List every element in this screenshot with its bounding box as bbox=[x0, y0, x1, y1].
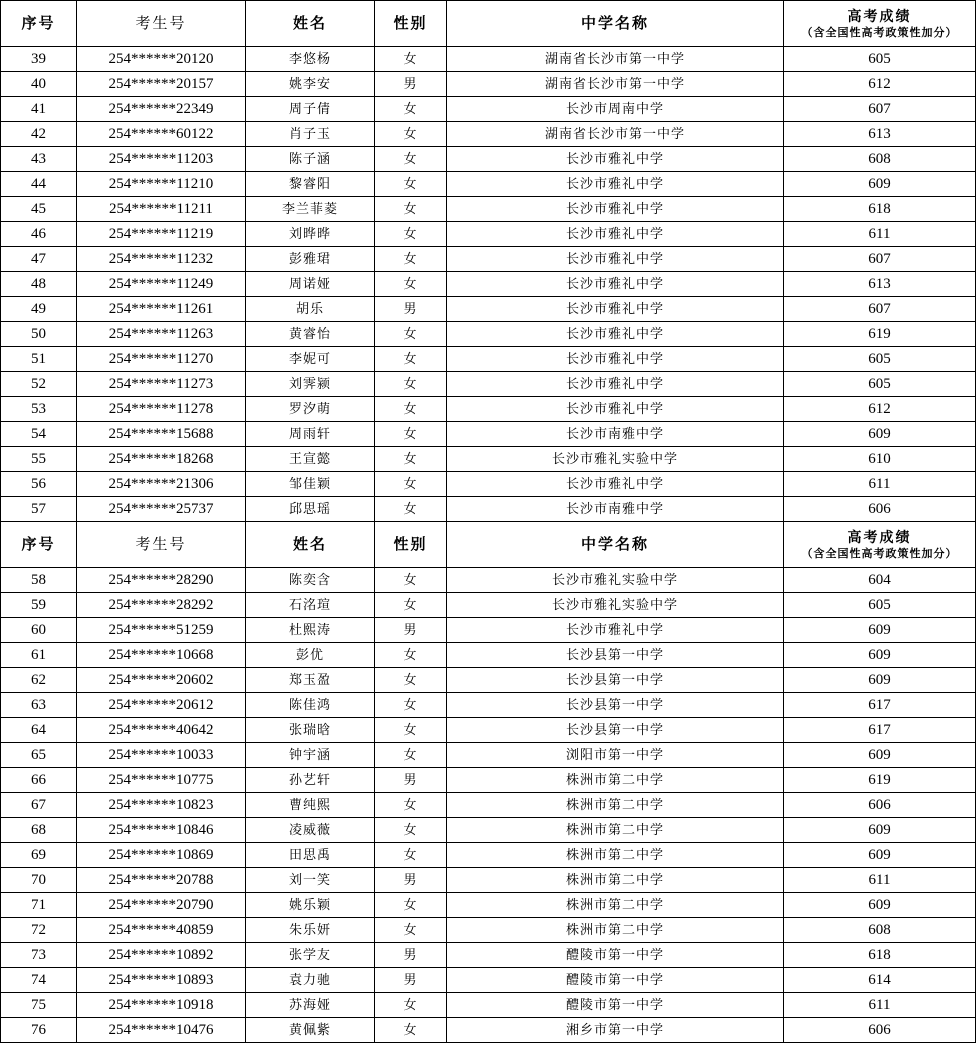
cell-score: 611 bbox=[784, 868, 976, 893]
cell-school: 湖南省长沙市第一中学 bbox=[447, 72, 784, 97]
cell-school: 长沙市雅礼中学 bbox=[447, 397, 784, 422]
cell-name: 邹佳颖 bbox=[246, 472, 375, 497]
table-row bbox=[1, 297, 976, 322]
cell-name: 凌威薇 bbox=[246, 818, 375, 843]
cell-name: 胡乐 bbox=[246, 297, 375, 322]
cell-seq: 68 bbox=[1, 818, 77, 843]
cell-gender: 女 bbox=[375, 472, 447, 497]
header-exam-id: 考生号 bbox=[77, 1, 246, 47]
cell-name: 姚乐颖 bbox=[246, 893, 375, 918]
table-row bbox=[1, 793, 976, 818]
cell-exam-id: 254******40642 bbox=[77, 718, 246, 743]
cell-exam-id: 254******21306 bbox=[77, 472, 246, 497]
header-score: 高考成绩 （含全国性高考政策性加分） bbox=[784, 522, 976, 568]
cell-gender: 女 bbox=[375, 893, 447, 918]
cell-name: 曹纯熙 bbox=[246, 793, 375, 818]
table-row bbox=[1, 843, 976, 868]
cell-seq: 73 bbox=[1, 943, 77, 968]
cell-school: 株洲市第二中学 bbox=[447, 868, 784, 893]
cell-school: 长沙市雅礼中学 bbox=[447, 222, 784, 247]
cell-exam-id: 254******20788 bbox=[77, 868, 246, 893]
cell-score: 619 bbox=[784, 768, 976, 793]
header-seq: 序号 bbox=[1, 522, 77, 568]
header-school: 中学名称 bbox=[447, 522, 784, 568]
cell-score: 609 bbox=[784, 422, 976, 447]
cell-gender: 女 bbox=[375, 397, 447, 422]
cell-gender: 女 bbox=[375, 122, 447, 147]
table-body bbox=[1, 1, 976, 1043]
cell-gender: 男 bbox=[375, 943, 447, 968]
cell-name: 张学友 bbox=[246, 943, 375, 968]
cell-score: 609 bbox=[784, 668, 976, 693]
cell-name: 陈子涵 bbox=[246, 147, 375, 172]
cell-school: 长沙市雅礼中学 bbox=[447, 272, 784, 297]
cell-score: 613 bbox=[784, 122, 976, 147]
cell-school: 长沙市雅礼中学 bbox=[447, 297, 784, 322]
cell-school: 长沙县第一中学 bbox=[447, 718, 784, 743]
cell-score: 619 bbox=[784, 322, 976, 347]
cell-gender: 女 bbox=[375, 843, 447, 868]
cell-name: 黄睿怡 bbox=[246, 322, 375, 347]
cell-school: 株洲市第二中学 bbox=[447, 818, 784, 843]
cell-gender: 女 bbox=[375, 247, 447, 272]
cell-score: 606 bbox=[784, 793, 976, 818]
cell-gender: 女 bbox=[375, 718, 447, 743]
table-row bbox=[1, 347, 976, 372]
cell-gender: 女 bbox=[375, 1018, 447, 1043]
cell-name: 刘晔晔 bbox=[246, 222, 375, 247]
cell-score: 609 bbox=[784, 643, 976, 668]
header-gender: 性别 bbox=[375, 1, 447, 47]
cell-seq: 51 bbox=[1, 347, 77, 372]
table-row bbox=[1, 472, 976, 497]
cell-name: 李悠杨 bbox=[246, 47, 375, 72]
cell-exam-id: 254******20612 bbox=[77, 693, 246, 718]
cell-seq: 71 bbox=[1, 893, 77, 918]
table-row bbox=[1, 868, 976, 893]
cell-exam-id: 254******11210 bbox=[77, 172, 246, 197]
cell-seq: 44 bbox=[1, 172, 77, 197]
header-row bbox=[1, 522, 976, 568]
cell-score: 606 bbox=[784, 1018, 976, 1043]
header-name: 姓名 bbox=[246, 1, 375, 47]
cell-exam-id: 254******40859 bbox=[77, 918, 246, 943]
cell-school: 浏阳市第一中学 bbox=[447, 743, 784, 768]
cell-school: 长沙市雅礼中学 bbox=[447, 472, 784, 497]
cell-name: 田思禹 bbox=[246, 843, 375, 868]
cell-exam-id: 254******11249 bbox=[77, 272, 246, 297]
cell-exam-id: 254******10775 bbox=[77, 768, 246, 793]
cell-score: 607 bbox=[784, 297, 976, 322]
cell-gender: 女 bbox=[375, 147, 447, 172]
cell-gender: 男 bbox=[375, 618, 447, 643]
cell-gender: 女 bbox=[375, 793, 447, 818]
header-exam-id: 考生号 bbox=[77, 522, 246, 568]
cell-name: 罗汐萌 bbox=[246, 397, 375, 422]
cell-school: 株洲市第二中学 bbox=[447, 843, 784, 868]
cell-seq: 70 bbox=[1, 868, 77, 893]
cell-exam-id: 254******10823 bbox=[77, 793, 246, 818]
table-row bbox=[1, 172, 976, 197]
cell-seq: 52 bbox=[1, 372, 77, 397]
header-row bbox=[1, 1, 976, 47]
cell-score: 608 bbox=[784, 147, 976, 172]
cell-school: 长沙市雅礼实验中学 bbox=[447, 447, 784, 472]
cell-gender: 女 bbox=[375, 447, 447, 472]
cell-exam-id: 254******18268 bbox=[77, 447, 246, 472]
table-row bbox=[1, 818, 976, 843]
cell-seq: 69 bbox=[1, 843, 77, 868]
cell-score: 606 bbox=[784, 497, 976, 522]
cell-school: 醴陵市第一中学 bbox=[447, 993, 784, 1018]
cell-seq: 55 bbox=[1, 447, 77, 472]
cell-school: 长沙市雅礼实验中学 bbox=[447, 568, 784, 593]
cell-exam-id: 254******10668 bbox=[77, 643, 246, 668]
cell-gender: 女 bbox=[375, 693, 447, 718]
cell-score: 604 bbox=[784, 568, 976, 593]
cell-seq: 39 bbox=[1, 47, 77, 72]
cell-exam-id: 254******10476 bbox=[77, 1018, 246, 1043]
cell-gender: 女 bbox=[375, 668, 447, 693]
table-row bbox=[1, 568, 976, 593]
cell-exam-id: 254******15688 bbox=[77, 422, 246, 447]
table-row bbox=[1, 918, 976, 943]
cell-exam-id: 254******11270 bbox=[77, 347, 246, 372]
cell-school: 株洲市第二中学 bbox=[447, 768, 784, 793]
cell-gender: 男 bbox=[375, 768, 447, 793]
cell-school: 长沙市雅礼中学 bbox=[447, 322, 784, 347]
cell-school: 长沙市南雅中学 bbox=[447, 422, 784, 447]
cell-seq: 59 bbox=[1, 593, 77, 618]
cell-seq: 67 bbox=[1, 793, 77, 818]
cell-exam-id: 254******22349 bbox=[77, 97, 246, 122]
cell-school: 株洲市第二中学 bbox=[447, 893, 784, 918]
cell-school: 长沙市雅礼中学 bbox=[447, 172, 784, 197]
cell-exam-id: 254******10892 bbox=[77, 943, 246, 968]
cell-exam-id: 254******20120 bbox=[77, 47, 246, 72]
cell-school: 长沙市雅礼中学 bbox=[447, 618, 784, 643]
cell-score: 609 bbox=[784, 818, 976, 843]
cell-exam-id: 254******10893 bbox=[77, 968, 246, 993]
cell-name: 姚李安 bbox=[246, 72, 375, 97]
cell-gender: 男 bbox=[375, 968, 447, 993]
cell-name: 杜熙涛 bbox=[246, 618, 375, 643]
cell-gender: 女 bbox=[375, 497, 447, 522]
cell-exam-id: 254******20602 bbox=[77, 668, 246, 693]
cell-gender: 女 bbox=[375, 172, 447, 197]
cell-score: 614 bbox=[784, 968, 976, 993]
cell-name: 彭雅珺 bbox=[246, 247, 375, 272]
cell-exam-id: 254******11273 bbox=[77, 372, 246, 397]
table-row bbox=[1, 372, 976, 397]
header-gender: 性别 bbox=[375, 522, 447, 568]
cell-school: 长沙市雅礼中学 bbox=[447, 247, 784, 272]
table-row bbox=[1, 743, 976, 768]
table-row bbox=[1, 72, 976, 97]
cell-score: 610 bbox=[784, 447, 976, 472]
cell-exam-id: 254******10918 bbox=[77, 993, 246, 1018]
cell-score: 609 bbox=[784, 843, 976, 868]
cell-name: 刘一笑 bbox=[246, 868, 375, 893]
cell-school: 长沙市雅礼中学 bbox=[447, 372, 784, 397]
cell-score: 607 bbox=[784, 97, 976, 122]
cell-gender: 女 bbox=[375, 918, 447, 943]
cell-seq: 75 bbox=[1, 993, 77, 1018]
cell-gender: 女 bbox=[375, 347, 447, 372]
cell-exam-id: 254******11261 bbox=[77, 297, 246, 322]
cell-seq: 54 bbox=[1, 422, 77, 447]
cell-exam-id: 254******11219 bbox=[77, 222, 246, 247]
table-row bbox=[1, 943, 976, 968]
cell-seq: 56 bbox=[1, 472, 77, 497]
cell-school: 长沙市雅礼中学 bbox=[447, 347, 784, 372]
cell-exam-id: 254******28290 bbox=[77, 568, 246, 593]
cell-school: 长沙县第一中学 bbox=[447, 668, 784, 693]
cell-score: 608 bbox=[784, 918, 976, 943]
cell-name: 陈佳鸿 bbox=[246, 693, 375, 718]
cell-seq: 42 bbox=[1, 122, 77, 147]
cell-score: 605 bbox=[784, 347, 976, 372]
table-row bbox=[1, 643, 976, 668]
cell-exam-id: 254******11232 bbox=[77, 247, 246, 272]
cell-name: 黎睿阳 bbox=[246, 172, 375, 197]
cell-gender: 女 bbox=[375, 743, 447, 768]
table-row bbox=[1, 993, 976, 1018]
table-row bbox=[1, 447, 976, 472]
table-row bbox=[1, 893, 976, 918]
table-row bbox=[1, 968, 976, 993]
table-row bbox=[1, 397, 976, 422]
cell-gender: 女 bbox=[375, 568, 447, 593]
cell-score: 618 bbox=[784, 943, 976, 968]
cell-name: 李妮可 bbox=[246, 347, 375, 372]
cell-school: 株洲市第二中学 bbox=[447, 793, 784, 818]
cell-score: 613 bbox=[784, 272, 976, 297]
cell-seq: 40 bbox=[1, 72, 77, 97]
cell-name: 王宣懿 bbox=[246, 447, 375, 472]
cell-score: 605 bbox=[784, 593, 976, 618]
cell-exam-id: 254******10846 bbox=[77, 818, 246, 843]
cell-school: 长沙县第一中学 bbox=[447, 693, 784, 718]
cell-gender: 女 bbox=[375, 422, 447, 447]
cell-score: 611 bbox=[784, 222, 976, 247]
header-name: 姓名 bbox=[246, 522, 375, 568]
cell-school: 长沙市雅礼中学 bbox=[447, 147, 784, 172]
cell-exam-id: 254******51259 bbox=[77, 618, 246, 643]
cell-seq: 65 bbox=[1, 743, 77, 768]
cell-score: 609 bbox=[784, 618, 976, 643]
table-row bbox=[1, 718, 976, 743]
cell-name: 袁力驰 bbox=[246, 968, 375, 993]
cell-seq: 43 bbox=[1, 147, 77, 172]
cell-score: 607 bbox=[784, 247, 976, 272]
cell-school: 株洲市第二中学 bbox=[447, 918, 784, 943]
table-row bbox=[1, 668, 976, 693]
cell-name: 朱乐妍 bbox=[246, 918, 375, 943]
cell-school: 醴陵市第一中学 bbox=[447, 943, 784, 968]
table-row bbox=[1, 497, 976, 522]
cell-gender: 女 bbox=[375, 643, 447, 668]
cell-name: 邱思瑶 bbox=[246, 497, 375, 522]
cell-exam-id: 254******60122 bbox=[77, 122, 246, 147]
table-row bbox=[1, 1018, 976, 1043]
cell-seq: 61 bbox=[1, 643, 77, 668]
table-row bbox=[1, 197, 976, 222]
cell-gender: 男 bbox=[375, 297, 447, 322]
cell-seq: 49 bbox=[1, 297, 77, 322]
cell-score: 609 bbox=[784, 893, 976, 918]
cell-name: 苏海娅 bbox=[246, 993, 375, 1018]
cell-name: 孙艺轩 bbox=[246, 768, 375, 793]
cell-exam-id: 254******20790 bbox=[77, 893, 246, 918]
cell-seq: 76 bbox=[1, 1018, 77, 1043]
cell-seq: 64 bbox=[1, 718, 77, 743]
cell-seq: 62 bbox=[1, 668, 77, 693]
cell-seq: 48 bbox=[1, 272, 77, 297]
cell-exam-id: 254******11278 bbox=[77, 397, 246, 422]
cell-score: 612 bbox=[784, 397, 976, 422]
cell-school: 长沙县第一中学 bbox=[447, 643, 784, 668]
cell-score: 617 bbox=[784, 718, 976, 743]
table-row bbox=[1, 247, 976, 272]
cell-seq: 53 bbox=[1, 397, 77, 422]
table-row bbox=[1, 593, 976, 618]
cell-name: 肖子玉 bbox=[246, 122, 375, 147]
cell-gender: 女 bbox=[375, 593, 447, 618]
cell-gender: 女 bbox=[375, 97, 447, 122]
cell-name: 周子倩 bbox=[246, 97, 375, 122]
header-school: 中学名称 bbox=[447, 1, 784, 47]
cell-gender: 男 bbox=[375, 868, 447, 893]
cell-name: 黄佩紫 bbox=[246, 1018, 375, 1043]
cell-gender: 女 bbox=[375, 322, 447, 347]
cell-seq: 45 bbox=[1, 197, 77, 222]
cell-score: 609 bbox=[784, 172, 976, 197]
cell-name: 郑玉盈 bbox=[246, 668, 375, 693]
cell-school: 长沙市雅礼中学 bbox=[447, 197, 784, 222]
cell-exam-id: 254******28292 bbox=[77, 593, 246, 618]
cell-name: 周诺娅 bbox=[246, 272, 375, 297]
cell-name: 刘霁颍 bbox=[246, 372, 375, 397]
table-row bbox=[1, 768, 976, 793]
cell-exam-id: 254******11263 bbox=[77, 322, 246, 347]
cell-score: 617 bbox=[784, 693, 976, 718]
header-seq: 序号 bbox=[1, 1, 77, 47]
header-score: 高考成绩 （含全国性高考政策性加分） bbox=[784, 1, 976, 47]
table-row bbox=[1, 693, 976, 718]
cell-gender: 女 bbox=[375, 372, 447, 397]
cell-seq: 58 bbox=[1, 568, 77, 593]
cell-seq: 47 bbox=[1, 247, 77, 272]
cell-name: 李兰菲菱 bbox=[246, 197, 375, 222]
cell-seq: 41 bbox=[1, 97, 77, 122]
cell-school: 湖南省长沙市第一中学 bbox=[447, 47, 784, 72]
cell-gender: 女 bbox=[375, 222, 447, 247]
cell-name: 周雨轩 bbox=[246, 422, 375, 447]
cell-score: 611 bbox=[784, 993, 976, 1018]
cell-exam-id: 254******11203 bbox=[77, 147, 246, 172]
cell-exam-id: 254******11211 bbox=[77, 197, 246, 222]
cell-exam-id: 254******10869 bbox=[77, 843, 246, 868]
cell-seq: 57 bbox=[1, 497, 77, 522]
table-row bbox=[1, 618, 976, 643]
table-row bbox=[1, 147, 976, 172]
cell-exam-id: 254******10033 bbox=[77, 743, 246, 768]
cell-school: 醴陵市第一中学 bbox=[447, 968, 784, 993]
cell-score: 605 bbox=[784, 47, 976, 72]
cell-name: 陈奕含 bbox=[246, 568, 375, 593]
cell-gender: 女 bbox=[375, 993, 447, 1018]
cell-seq: 63 bbox=[1, 693, 77, 718]
table-row bbox=[1, 122, 976, 147]
cell-school: 湘乡市第一中学 bbox=[447, 1018, 784, 1043]
cell-school: 湖南省长沙市第一中学 bbox=[447, 122, 784, 147]
cell-school: 长沙市南雅中学 bbox=[447, 497, 784, 522]
cell-school: 长沙市周南中学 bbox=[447, 97, 784, 122]
cell-gender: 女 bbox=[375, 197, 447, 222]
cell-exam-id: 254******25737 bbox=[77, 497, 246, 522]
cell-score: 612 bbox=[784, 72, 976, 97]
cell-seq: 72 bbox=[1, 918, 77, 943]
cell-gender: 男 bbox=[375, 72, 447, 97]
cell-gender: 女 bbox=[375, 47, 447, 72]
cell-seq: 46 bbox=[1, 222, 77, 247]
cell-school: 长沙市雅礼实验中学 bbox=[447, 593, 784, 618]
cell-gender: 女 bbox=[375, 818, 447, 843]
cell-gender: 女 bbox=[375, 272, 447, 297]
cell-name: 钟宇涵 bbox=[246, 743, 375, 768]
cell-name: 张瑞晗 bbox=[246, 718, 375, 743]
table-row bbox=[1, 47, 976, 72]
cell-score: 605 bbox=[784, 372, 976, 397]
cell-score: 618 bbox=[784, 197, 976, 222]
cell-exam-id: 254******20157 bbox=[77, 72, 246, 97]
cell-seq: 50 bbox=[1, 322, 77, 347]
table-row bbox=[1, 422, 976, 447]
table-row bbox=[1, 97, 976, 122]
table-row bbox=[1, 322, 976, 347]
cell-seq: 60 bbox=[1, 618, 77, 643]
cell-score: 609 bbox=[784, 743, 976, 768]
cell-seq: 74 bbox=[1, 968, 77, 993]
table-row bbox=[1, 222, 976, 247]
cell-name: 彭优 bbox=[246, 643, 375, 668]
table-row bbox=[1, 272, 976, 297]
cell-score: 611 bbox=[784, 472, 976, 497]
cell-name: 石洺瑄 bbox=[246, 593, 375, 618]
cell-seq: 66 bbox=[1, 768, 77, 793]
